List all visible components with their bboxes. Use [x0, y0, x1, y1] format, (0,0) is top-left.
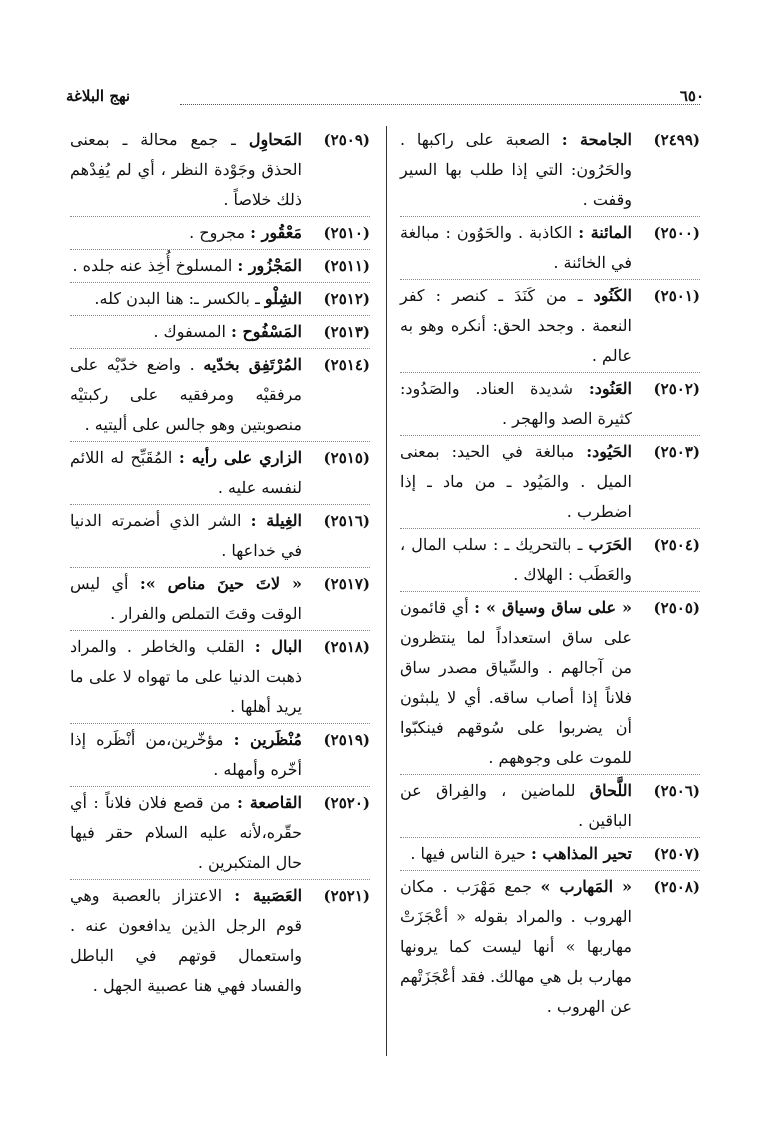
entry-number: (٢٥١١) [323, 257, 370, 275]
entry-definition: الشر الذي أضمرته الدنيا في خداعها . [70, 511, 302, 560]
glossary-entry [70, 787, 370, 880]
entry-number: (٢٥٠٤) [653, 536, 700, 554]
entry-body [400, 839, 632, 869]
entry-term: العَنُود: [588, 379, 632, 398]
glossary-entry [70, 124, 370, 217]
entry-body [70, 251, 302, 281]
entry-definition: الاعتزاز بالعصبة وهي قوم الرجل الذين يدافعون عنه . واستعمال قوتهم في الباطل والفساد فهي هنا عصبية الجهل . [70, 886, 302, 995]
entry-number: (٢٤٩٩) [653, 131, 700, 149]
entry-body [400, 437, 632, 527]
entry-body [400, 218, 632, 278]
entry-term: الزاري على رأيه : [178, 448, 303, 467]
entry-body [70, 725, 302, 785]
entry-body [70, 218, 302, 248]
entry-definition: مؤخّرين،من أنْظَره إذا أخّره وأمهله . [70, 730, 302, 779]
entry-body [400, 530, 632, 590]
entry-term: المَسْفُوح : [230, 322, 302, 341]
entry-body [70, 350, 302, 440]
entry-definition: جمع مَهْرَب . مكان الهروب . والمراد بقوله « أعْجَزَتْ مهاربها » أنها ليست كما يرونها مهارب بل هي مهالك. فقد أعْجَزَتْهم عن الهروب . [400, 877, 632, 1016]
entry-term: المائنة : [578, 223, 633, 242]
entry-number: (٢٥٠٣) [653, 443, 700, 461]
entry-term: مَعْقُور : [250, 223, 302, 242]
entry-definition: القلب والخاطر . والمراد ذهبت الدنيا على ما تهواه لا على ما يريد أهلها . [70, 637, 302, 716]
entry-number: (٢٥٠٢) [653, 380, 700, 398]
right-column [400, 124, 700, 1023]
glossary-entry [70, 631, 370, 724]
entry-definition: المُقَبِّح له اللائم لنفسه عليه . [70, 448, 302, 497]
entry-term: « لاتَ حينَ مناص »: [139, 574, 303, 593]
entry-number: (٢٥١٠) [323, 224, 370, 242]
entry-body [400, 776, 632, 836]
entry-number: (٢٥٠٧) [653, 845, 700, 863]
entry-number: (٢٥١٧) [323, 575, 370, 593]
entry-term: الجامحة : [561, 130, 633, 149]
glossary-entry [70, 724, 370, 787]
entry-number: (٢٥٢٠) [323, 794, 370, 812]
book-title: نهج البلاغة [66, 87, 131, 105]
entry-definition: الصعبة على راكبها . والحَرُون: التي إذا طلب بها السير وقفت . [400, 130, 632, 209]
glossary-entry [70, 283, 370, 316]
entry-number: (٢٥١٥) [323, 449, 370, 467]
glossary-entry [70, 316, 370, 349]
entry-term: مُنْظَرين : [233, 730, 303, 749]
entry-term: الغِيلة : [250, 511, 302, 530]
entry-definition: شديدة العناد. والصَدُود: كثيرة الصد والهجر . [400, 379, 632, 428]
glossary-entry [70, 505, 370, 568]
entry-term: المَجْزُور : [237, 256, 302, 275]
glossary-entry [70, 442, 370, 505]
entry-term: الكَنُود [593, 286, 632, 305]
glossary-entry [70, 217, 370, 250]
glossary-entry [400, 373, 700, 436]
entry-definition: مبالغة في الحيد: بمعنى الميل . والمَيُود ـ من ماد ـ إذا اضطرب . [400, 442, 632, 521]
entry-number: (٢٥١٤) [323, 356, 370, 374]
column-divider [386, 126, 387, 1056]
entry-definition: ـ بالكسر ـ: هنا البدن كله. [94, 289, 265, 308]
header-rule [180, 104, 700, 105]
entry-number: (٢٥١٦) [323, 512, 370, 530]
entry-definition: ـ جمع محالة ـ بمعنى الحذق وجَوْدة النظر ، أي لم يُفِدْهم ذلك خلاصاً . [70, 130, 302, 209]
glossary-entry [70, 250, 370, 283]
entry-body [70, 881, 302, 1001]
entry-term: « على ساق وسياق » : [474, 598, 632, 617]
entry-body [70, 569, 302, 629]
entry-body [400, 281, 632, 371]
entry-body [70, 125, 302, 215]
glossary-entry [70, 568, 370, 631]
entry-body [400, 872, 632, 1022]
entry-number: (٢٥٠٩) [323, 131, 370, 149]
entry-term: الشِلْو [264, 289, 302, 308]
entry-term: تحير المذاهب : [530, 844, 632, 863]
entry-body [400, 125, 632, 215]
entry-definition: مجروح . [189, 223, 251, 242]
entry-body [70, 506, 302, 566]
entry-term: الحَيُود: [586, 442, 632, 461]
entry-body [70, 788, 302, 878]
entry-term: العَصَبية : [234, 886, 303, 905]
entry-number: (٢٥٠١) [653, 287, 700, 305]
entry-definition: المسفوك . [153, 322, 231, 341]
entry-definition: أي قائمون على ساق استعداداً لما ينتظرون من آجالهم . والسِّياق مصدر ساق فلاناً إذا أصاب ساقه. أي لا يلبثون أن يضربوا على سُوقهم فينكبّوا للموت على وجوههم . [400, 598, 632, 767]
glossary-entry [400, 436, 700, 529]
entry-body [70, 443, 302, 503]
entry-number: (٢٥٠٥) [653, 599, 700, 617]
glossary-entry [70, 349, 370, 442]
entry-definition: حيرة الناس فيها . [410, 844, 531, 863]
page-number: ٦٥٠ [679, 87, 704, 105]
entry-term: المُرْتَفِق بخدّيه [203, 355, 303, 374]
entry-definition: الكاذبة . والحَوُون : مبالغة في الخائنة . [400, 223, 632, 272]
entry-number: (٢٥١٨) [323, 638, 370, 656]
entry-definition: . واضع خدّيْه على مرفقيْه ومرفقيه على ركبتيْه منصوبتين وهو جالس على أليتيه . [70, 355, 302, 434]
entry-definition: ـ من كَنَدَ ـ كنصر : كفر النعمة . وجحد الحق: أنكره وهو به عالم . [400, 286, 632, 365]
entry-number: (٢٥٢١) [323, 887, 370, 905]
glossary-entry [400, 871, 700, 1023]
entry-number: (٢٥١٩) [323, 731, 370, 749]
entry-term: « المَهارب » [540, 877, 632, 896]
entry-body [70, 317, 302, 347]
entry-term: القاصعة : [237, 793, 302, 812]
entry-definition: من قصع فلان فلاناً : أي حقّره،لأنه عليه السلام حقر فيها حال المتكبرين . [70, 793, 302, 872]
glossary-entry [400, 838, 700, 871]
glossary-entry [400, 529, 700, 592]
glossary-entry [400, 124, 700, 217]
entry-definition: أي ليس الوقت وقتَ التملص والفرار . [70, 574, 302, 623]
entry-number: (٢٥١٣) [323, 323, 370, 341]
entry-body [400, 374, 632, 434]
entry-number: (٢٥١٢) [323, 290, 370, 308]
entry-definition: المسلوخ أُخِذ عنه جلده . [72, 256, 238, 275]
entry-body [70, 632, 302, 722]
glossary-entry [400, 775, 700, 838]
glossary-entry [400, 280, 700, 373]
entry-number: (٢٥٠٨) [653, 878, 700, 896]
entry-definition: للماضين ، والفِراق عن الباقين . [400, 781, 632, 830]
left-column [70, 124, 370, 1002]
entry-term: الحَرَب [588, 535, 632, 554]
entry-definition: ـ بالتحريك ـ : سلب المال ، والعَطَب : الهلاك . [400, 535, 632, 584]
entry-body [70, 284, 302, 314]
entry-number: (٢٥٠٦) [653, 782, 700, 800]
glossary-entry [400, 592, 700, 775]
entry-body [400, 593, 632, 773]
entry-term: المَحاوِل [248, 130, 302, 149]
entry-term: البال : [254, 637, 303, 656]
glossary-entry [70, 880, 370, 1002]
glossary-entry [400, 217, 700, 280]
entry-number: (٢٥٠٠) [653, 224, 700, 242]
entry-term: اللَّحاق [589, 781, 632, 800]
